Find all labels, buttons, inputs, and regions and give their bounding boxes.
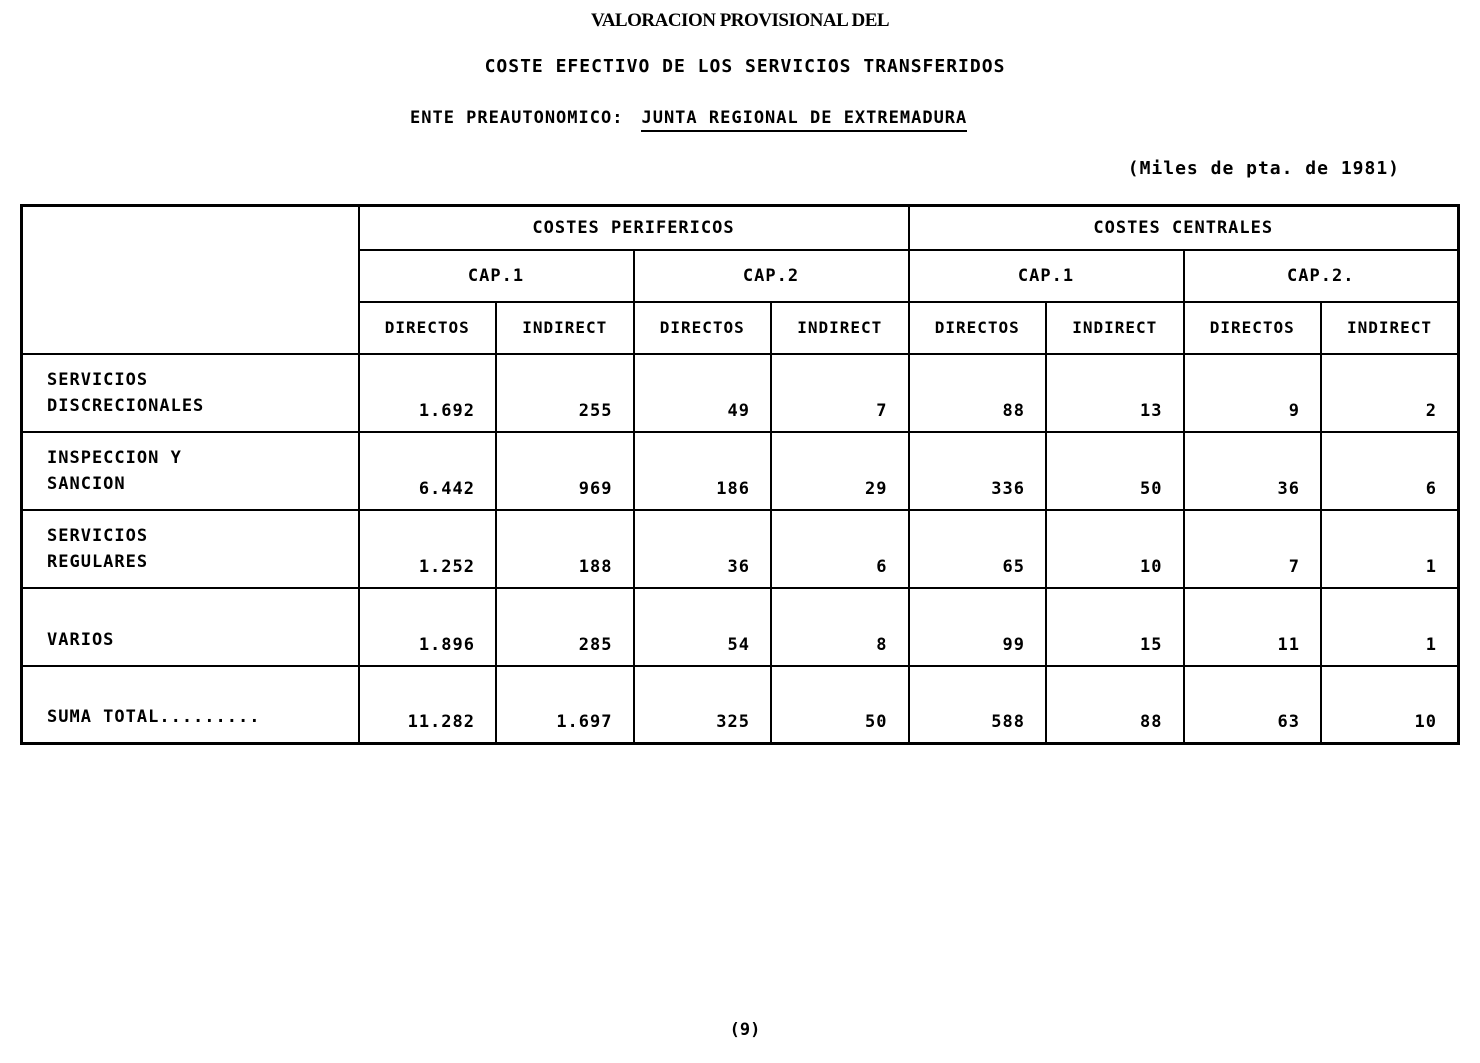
value-cell: 6 — [1321, 432, 1459, 510]
table-row — [22, 354, 1459, 432]
value-cell: 255 — [496, 354, 634, 432]
value-cell: 65 — [909, 510, 1047, 588]
value-cell: 325 — [634, 666, 772, 744]
row-label-line: SERVICIOS — [47, 369, 149, 390]
value-cell: 1.697 — [496, 666, 634, 744]
value-cell: 29 — [771, 432, 909, 510]
subcolumn-header: INDIRECT — [1046, 302, 1184, 354]
value-cell: 1.252 — [359, 510, 497, 588]
row-label — [22, 354, 359, 432]
row-label-line: SUMA TOTAL......... — [47, 707, 261, 728]
value-cell: 336 — [909, 432, 1047, 510]
title-line-2: COSTE EFECTIVO DE LOS SERVICIOS TRANSFERIDOS — [484, 56, 1006, 77]
value-cell: 49 — [634, 354, 772, 432]
value-cell: 1 — [1321, 510, 1459, 588]
group-header: COSTES PERIFERICOS — [359, 206, 909, 250]
value-cell: 88 — [1046, 666, 1184, 744]
chapter-header: CAP.2. — [1184, 250, 1459, 302]
subcolumn-header: INDIRECT — [496, 302, 634, 354]
value-cell: 50 — [1046, 432, 1184, 510]
value-cell: 50 — [771, 666, 909, 744]
table-row — [22, 588, 1459, 666]
ente-line — [410, 108, 967, 128]
value-cell: 186 — [634, 432, 772, 510]
value-cell: 6.442 — [359, 432, 497, 510]
row-label-line: VARIOS — [47, 629, 115, 650]
row-label — [22, 666, 359, 744]
row-label-line: REGULARES — [47, 551, 149, 572]
value-cell: 6 — [771, 510, 909, 588]
title-line-1: VALORACION PROVISIONAL DEL — [590, 10, 890, 31]
corner-cell — [22, 206, 359, 354]
value-cell: 88 — [909, 354, 1047, 432]
value-cell: 7 — [1184, 510, 1322, 588]
subcolumn-header: DIRECTOS — [1184, 302, 1322, 354]
value-cell: 15 — [1046, 588, 1184, 666]
value-cell: 969 — [496, 432, 634, 510]
cost-table — [20, 204, 1460, 745]
ente-label: ENTE PREAUTONOMICO: — [410, 108, 624, 128]
row-label-line: DISCRECIONALES — [47, 395, 205, 416]
table-row — [22, 510, 1459, 588]
subcolumn-header: INDIRECT — [771, 302, 909, 354]
row-label-line — [47, 601, 350, 627]
row-label — [22, 432, 359, 510]
row-label — [22, 510, 359, 588]
value-cell: 11 — [1184, 588, 1322, 666]
row-label-line — [47, 678, 350, 704]
page-number: (9) — [729, 1020, 761, 1040]
value-cell: 285 — [496, 588, 634, 666]
group-header: COSTES CENTRALES — [909, 206, 1459, 250]
value-cell: 7 — [771, 354, 909, 432]
value-cell: 9 — [1184, 354, 1322, 432]
value-cell: 1.896 — [359, 588, 497, 666]
row-label-line: INSPECCION Y — [47, 447, 182, 468]
row-label — [22, 588, 359, 666]
value-cell: 36 — [1184, 432, 1322, 510]
table-row — [22, 432, 1459, 510]
value-cell: 2 — [1321, 354, 1459, 432]
subcolumn-header: DIRECTOS — [359, 302, 497, 354]
subcolumn-header: DIRECTOS — [634, 302, 772, 354]
value-cell: 36 — [634, 510, 772, 588]
row-label-line: SERVICIOS — [47, 525, 149, 546]
value-cell: 63 — [1184, 666, 1322, 744]
value-cell: 1.692 — [359, 354, 497, 432]
chapter-header: CAP.2 — [634, 250, 909, 302]
value-cell: 10 — [1046, 510, 1184, 588]
value-cell: 10 — [1321, 666, 1459, 744]
value-cell: 588 — [909, 666, 1047, 744]
subcolumn-header: INDIRECT — [1321, 302, 1459, 354]
value-cell: 8 — [771, 588, 909, 666]
value-cell: 54 — [634, 588, 772, 666]
chapter-header: CAP.1 — [359, 250, 634, 302]
table-row — [22, 666, 1459, 744]
units-note: (Miles de pta. de 1981) — [1127, 158, 1400, 179]
value-cell: 188 — [496, 510, 634, 588]
row-label-line: SANCION — [47, 473, 126, 494]
value-cell: 99 — [909, 588, 1047, 666]
value-cell: 13 — [1046, 354, 1184, 432]
chapter-header: CAP.1 — [909, 250, 1184, 302]
ente-value: JUNTA REGIONAL DE EXTREMADURA — [641, 108, 967, 132]
value-cell: 1 — [1321, 588, 1459, 666]
value-cell: 11.282 — [359, 666, 497, 744]
subcolumn-header: DIRECTOS — [909, 302, 1047, 354]
